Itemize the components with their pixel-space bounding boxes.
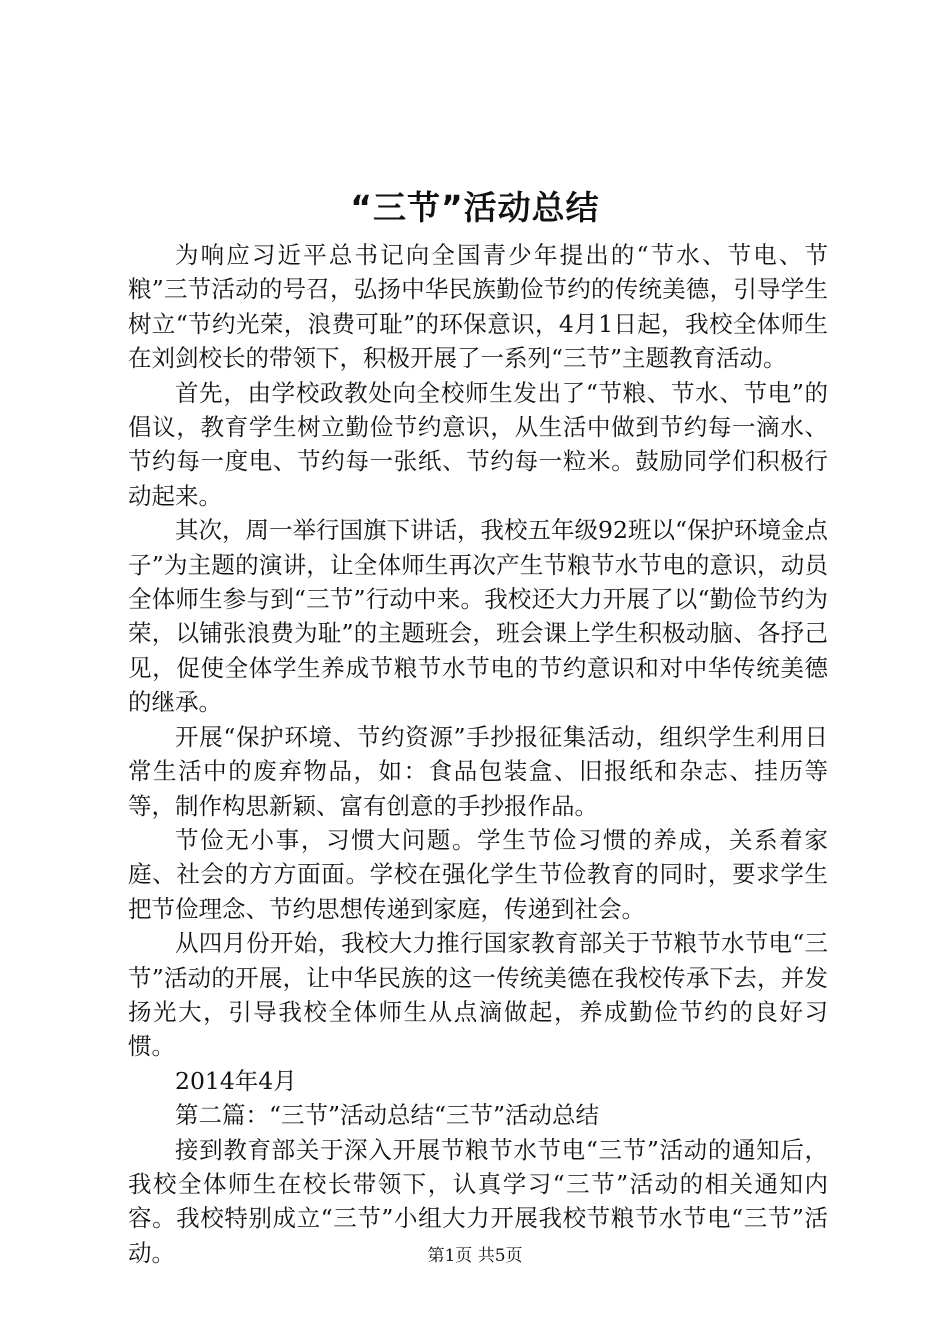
paragraph-2: 首先，由学校政教处向全校师生发出了“节粮、节水、节电”的倡议，教育学生树立勤俭节约意识，从生活中做到节约每一滴水、节约每一度电、节约每一张纸、节约每一粒米。鼓励同学们积极行动起来。 xyxy=(128,378,828,510)
document-body xyxy=(128,238,828,1270)
paragraph-3: 其次，周一举行国旗下讲话，我校五年级92班以“保护环境金点子”为主题的演讲，让全体师生再次产生节粮节水节电的意识，动员全体师生参与到“三节”行动中来。我校还大力开展了以“勤俭节约为荣，以铺张浪费为耻”的主题班会，班会课上学生积极动脑、各抒己见，促使全体学生养成节粮节水节电的节约意识和对中华传统美德的继承。 xyxy=(128,516,828,717)
document-title: “三节”活动总结 xyxy=(350,188,600,227)
second-section-paragraph-1: 接到教育部关于深入开展节粮节水节电“三节”活动的通知后，我校全体师生在校长带领下，认真学习“三节”活动的相关通知内容。我校特别成立“三节”小组大力开展我校节粮节水节电“三节”活动。 xyxy=(128,1135,828,1267)
document-date: 2014年4月 xyxy=(175,1066,297,1095)
page-footer: 第1页 共5页 xyxy=(427,1246,523,1266)
second-section-heading: 第二篇：“三节”活动总结“三节”活动总结 xyxy=(175,1101,600,1130)
paragraph-1: 为响应习近平总书记向全国青少年提出的“节水、节电、节粮”三节活动的号召，弘扬中华民族勤俭节约的传统美德，引导学生树立“节约光荣，浪费可耻”的环保意识，4月1日起，我校全体师生在刘剑校长的带领下，积极开展了一系列“三节”主题教育活动。 xyxy=(128,241,828,373)
paragraph-6: 从四月份开始，我校大力推行国家教育部关于节粮节水节电“三节”活动的开展，让中华民族的这一传统美德在我校传承下去，并发扬光大，引导我校全体师生从点滴做起，养成勤俭节约的良好习惯。 xyxy=(128,929,828,1061)
paragraph-5: 节俭无小事，习惯大问题。学生节俭习惯的养成，关系着家庭、社会的方方面面。学校在强化学生节俭教育的同时，要求学生把节俭理念、节约思想传递到家庭，传递到社会。 xyxy=(128,825,828,923)
paragraph-4: 开展“保护环境、节约资源”手抄报征集活动，组织学生利用日常生活中的废弃物品，如：食品包装盒、旧报纸和杂志、挂历等等，制作构思新颖、富有创意的手抄报作品。 xyxy=(128,722,828,820)
